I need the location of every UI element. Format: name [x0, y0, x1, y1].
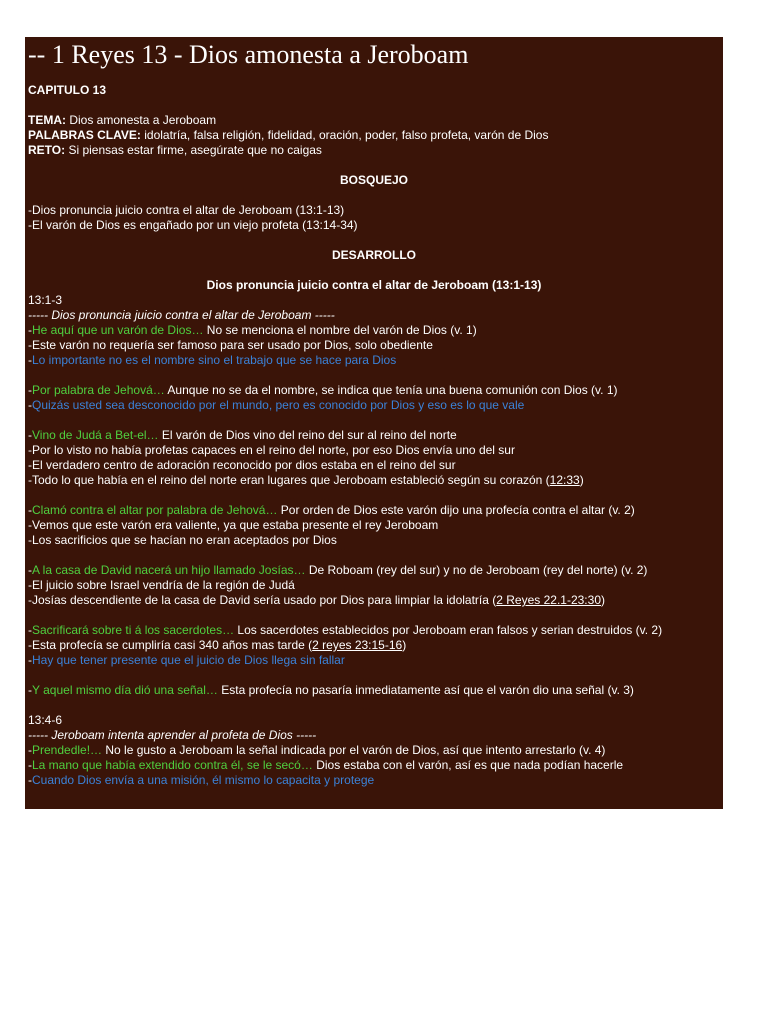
note-line — [28, 323, 720, 338]
note-line: -Los sacrificios que se hacían no eran aceptados por Dios — [28, 533, 337, 547]
note-line: -Por palabra de Jehová… Aunque no se da el nombre, se indica que tenía una buena comunión con Dios (v. 1) — [28, 383, 618, 397]
note-text: -Todo lo que había en el reino del norte eran lugares que Jeroboam estableció según su corazón ( — [28, 473, 550, 487]
note-line: -Clamó contra el altar por palabra de Jehová… Por orden de Dios este varón dijo una profecía contra el altar (v. 2) — [28, 503, 635, 517]
note-line: -A la casa de David nacerá un hijo llamado Josías… De Roboam (rey del sur) y no de Jeroboam (rey del norte) (v. 2) — [28, 563, 648, 577]
application-text: Lo importante no es el nombre sino el trabajo que se hace para Dios — [32, 353, 397, 367]
quote-text: Prendedle!… — [32, 743, 103, 757]
palabras-label: PALABRAS CLAVE: — [28, 128, 141, 142]
quote-text: A la casa de David nacerá un hijo llamado Josías… — [32, 563, 306, 577]
note-text: No se menciona el nombre del varón de Dios (v. 1) — [203, 323, 477, 337]
note-text: Esta profecía no pasaría inmediatamente así que el varón dio una señal (v. 3) — [217, 683, 634, 697]
section-intro: ----- Dios pronuncia juicio contra el altar de Jeroboam ----- — [28, 308, 335, 322]
quote-text: Y aquel mismo día dió una señal… — [32, 683, 218, 697]
note-text: Los sacerdotes establecidos por Jeroboam eran falsos y serian destruidos (v. 2) — [234, 623, 663, 637]
note-line: -Prendedle!… No le gusto a Jeroboam la señal indicada por el varón de Dios, así que intento arrestarlo (v. 4) — [28, 743, 606, 757]
note-text: ) — [402, 638, 407, 652]
reto-line — [28, 143, 720, 158]
dash: - — [28, 323, 32, 337]
note-text: ) — [601, 593, 605, 607]
verse-ref: 13:1-3 — [28, 293, 63, 307]
bosquejo-heading: BOSQUEJO — [339, 173, 408, 187]
section-intro: ----- Jeroboam intenta aprender al profeta de Dios ----- — [28, 728, 317, 742]
reto-label: RETO: — [28, 143, 66, 157]
application-line: -Cuando Dios envía a una misión, él mismo lo capacita y protege — [28, 773, 375, 787]
note-line: -Este varón no requería ser famoso para ser usado por Dios, solo obediente — [28, 338, 433, 352]
note-text: De Roboam (rey del sur) y no de Jeroboam (rey del norte) (v. 2) — [305, 563, 648, 577]
reto-text: Si piensas estar firme, asegúrate que no caigas — [65, 143, 322, 157]
note-text: Dios estaba con el varón, así es que nada podían hacerle — [312, 758, 624, 772]
application-line: -Hay que tener presente que el juicio de Dios llega sin fallar — [28, 653, 345, 667]
note-text: -Esta profecía se cumpliría casi 340 años mas tarde ( — [28, 638, 313, 652]
scripture-link[interactable]: 2 reyes 23:15-16 — [312, 638, 403, 652]
note-line: -Sacrificará sobre ti á los sacerdotes… Los sacerdotes establecidos por Jeroboam eran falsos y serian destruidos (v. 2) — [28, 623, 663, 637]
note-text: El varón de Dios vino del reino del sur al reino del norte — [158, 428, 457, 442]
bosquejo-item: -El varón de Dios es engañado por un viejo profeta (13:14-34) — [28, 218, 358, 232]
application-line: -Lo importante no es el nombre sino el trabajo que se hace para Dios — [28, 353, 397, 367]
desarrollo-subheading: Dios pronuncia juicio contra el altar de Jeroboam (13:1-13) — [206, 278, 542, 292]
note-line — [28, 473, 720, 488]
note-text: Por orden de Dios este varón dijo una profecía contra el altar (v. 2) — [277, 503, 635, 517]
note-line: -Y aquel mismo día dió una señal… Esta profecía no pasaría inmediatamente así que el varón dio una señal (v. 3) — [28, 683, 634, 697]
note-line: -Vemos que este varón era valiente, ya que estaba presente el rey Jeroboam — [28, 518, 439, 532]
scripture-link[interactable]: 12:33 — [549, 473, 580, 487]
note-line — [28, 593, 720, 608]
note-line: -La mano que había extendido contra él, se le secó… Dios estaba con el varón, así es que nada podían hacerle — [28, 758, 624, 772]
note-line: -Vino de Judá a Bet-el… El varón de Dios vino del reino del sur al reino del norte — [28, 428, 457, 442]
tema-line — [28, 113, 720, 128]
application-line: -Quizás usted sea desconocido por el mundo, pero es conocido por Dios y eso es lo que vale — [28, 398, 525, 412]
page-title: -- 1 Reyes 13 - Dios amonesta a Jeroboam — [28, 40, 469, 69]
note-line: -El verdadero centro de adoración reconocido por dios estaba en el reino del sur — [28, 458, 456, 472]
palabras-line — [28, 128, 720, 143]
note-text: -Josías descendiente de la casa de David sería usado por Dios para limpiar la idolatría ( — [28, 593, 497, 607]
palabras-text: idolatría, falsa religión, fidelidad, oración, poder, falso profeta, varón de Dios — [140, 128, 549, 142]
quote-text: He aquí que un varón de Dios… — [32, 323, 204, 337]
quote-text: Sacrificará sobre ti á los sacerdotes… — [32, 623, 235, 637]
application-text: Quizás usted sea desconocido por el mundo, pero es conocido por Dios y eso es lo que vale — [32, 398, 525, 412]
chapter-heading: CAPITULO 13 — [28, 83, 107, 97]
note-line: -Por lo visto no había profetas capaces en el reino del norte, por eso Dios envía uno del sur — [28, 443, 515, 457]
verse-ref: 13:4-6 — [28, 713, 63, 727]
document-panel — [25, 37, 723, 809]
desarrollo-heading: DESARROLLO — [332, 248, 416, 262]
tema-text: Dios amonesta a Jeroboam — [66, 113, 217, 127]
bosquejo-item: -Dios pronuncia juicio contra el altar de Jeroboam (13:1-13) — [28, 203, 345, 217]
quote-text: Vino de Judá a Bet-el… — [32, 428, 159, 442]
note-line — [28, 638, 720, 653]
note-text: Aunque no se da el nombre, se indica que tenía una buena comunión con Dios (v. 1) — [164, 383, 618, 397]
tema-label: TEMA: — [28, 113, 66, 127]
quote-text: Clamó contra el altar por palabra de Jehová… — [32, 503, 278, 517]
quote-text: La mano que había extendido contra él, se le secó… — [32, 758, 313, 772]
note-text: ) — [579, 473, 584, 487]
note-text: No le gusto a Jeroboam la señal indicada por el varón de Dios, así que intento arrestarlo (v. 4) — [102, 743, 606, 757]
scripture-link[interactable]: 2 Reyes 22.1-23:30 — [496, 593, 601, 607]
application-text: Hay que tener presente que el juicio de Dios llega sin fallar — [32, 653, 345, 667]
note-line: -El juicio sobre Israel vendría de la región de Judá — [28, 578, 295, 592]
quote-text: Por palabra de Jehová… — [32, 383, 165, 397]
application-text: Cuando Dios envía a una misión, él mismo lo capacita y protege — [32, 773, 375, 787]
